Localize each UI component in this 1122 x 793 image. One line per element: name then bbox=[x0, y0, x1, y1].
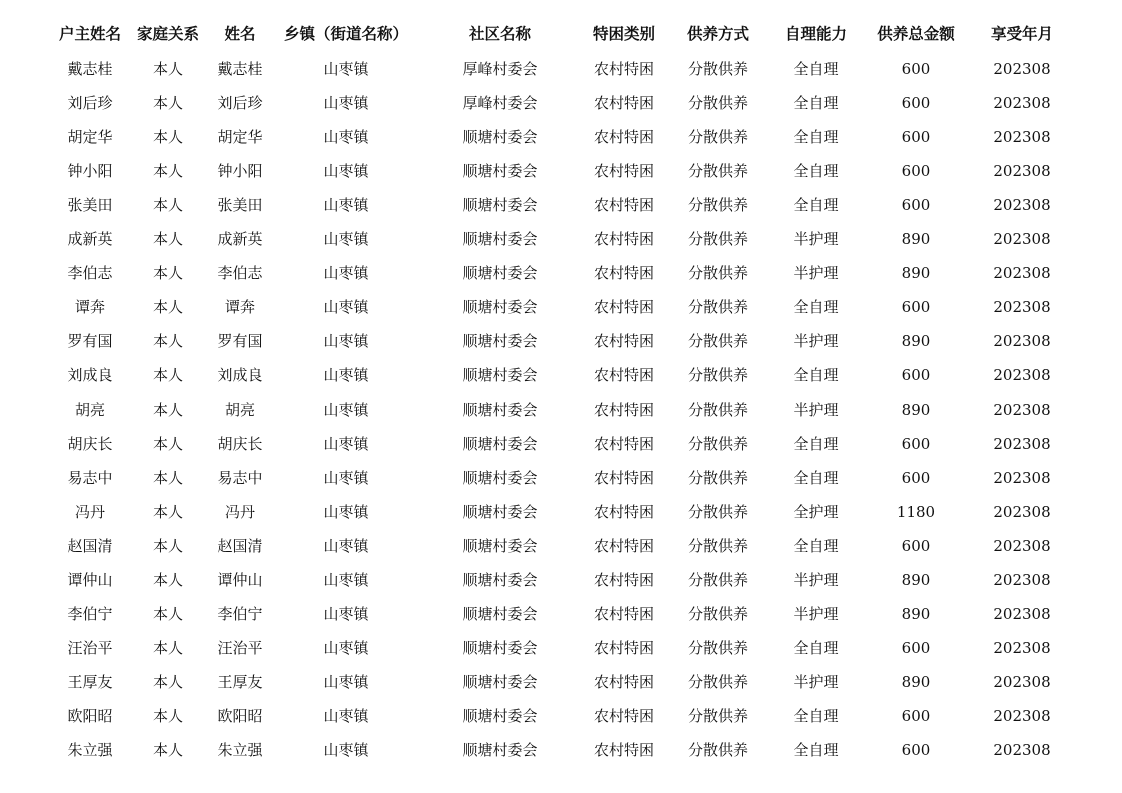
cell-name: 谭仲山 bbox=[217, 570, 263, 589]
cell-benefit-month: 202308 bbox=[993, 434, 1051, 453]
cell-hardship-category: 农村特困 bbox=[593, 332, 654, 351]
cell-name: 张美田 bbox=[217, 196, 263, 215]
cell-householder-name: 李伯志 bbox=[67, 264, 113, 283]
cell-total-amount: 600 bbox=[901, 468, 931, 487]
cell-community: 顺塘村委会 bbox=[462, 502, 538, 521]
cell-township: 山枣镇 bbox=[323, 706, 369, 725]
cell-name: 刘成良 bbox=[217, 366, 263, 385]
cell-self-care-ability: 全自理 bbox=[793, 162, 839, 181]
cell-support-method: 分散供养 bbox=[687, 128, 748, 147]
table-row bbox=[0, 461, 1122, 495]
cell-householder-name: 张美田 bbox=[67, 196, 113, 215]
cell-householder-name: 戴志桂 bbox=[67, 60, 113, 78]
cell-householder-name: 成新英 bbox=[67, 230, 113, 249]
cell-township: 山枣镇 bbox=[323, 434, 369, 453]
cell-name: 胡亮 bbox=[224, 400, 255, 419]
table-row bbox=[0, 529, 1122, 563]
cell-self-care-ability: 全护理 bbox=[793, 502, 839, 521]
cell-benefit-month: 202308 bbox=[993, 502, 1051, 521]
cell-total-amount: 890 bbox=[901, 264, 931, 283]
cell-community: 顺塘村委会 bbox=[462, 400, 538, 419]
cell-hardship-category: 农村特困 bbox=[593, 434, 654, 453]
cell-self-care-ability: 全自理 bbox=[793, 128, 839, 147]
cell-community: 顺塘村委会 bbox=[462, 196, 538, 215]
table-row bbox=[0, 733, 1122, 767]
cell-township: 山枣镇 bbox=[323, 366, 369, 385]
cell-benefit-month: 202308 bbox=[993, 298, 1051, 317]
cell-community: 顺塘村委会 bbox=[462, 672, 538, 691]
cell-total-amount: 600 bbox=[901, 366, 931, 385]
cell-name: 易志中 bbox=[217, 468, 263, 487]
cell-family-relation: 本人 bbox=[152, 741, 183, 759]
cell-hardship-category: 农村特困 bbox=[593, 570, 654, 589]
cell-total-amount: 890 bbox=[901, 230, 931, 249]
cell-family-relation: 本人 bbox=[152, 706, 183, 725]
cell-township: 山枣镇 bbox=[323, 741, 369, 759]
cell-community: 顺塘村委会 bbox=[462, 162, 538, 181]
cell-householder-name: 汪治平 bbox=[67, 638, 113, 657]
cell-township: 山枣镇 bbox=[323, 298, 369, 317]
cell-community: 顺塘村委会 bbox=[462, 604, 538, 623]
cell-householder-name: 刘后珍 bbox=[67, 94, 113, 113]
cell-total-amount: 600 bbox=[901, 741, 931, 759]
cell-self-care-ability: 半护理 bbox=[793, 332, 839, 351]
cell-householder-name: 罗有国 bbox=[67, 332, 113, 351]
cell-householder-name: 谭仲山 bbox=[67, 570, 113, 589]
table-row bbox=[0, 665, 1122, 699]
cell-total-amount: 600 bbox=[901, 196, 931, 215]
table-row bbox=[0, 324, 1122, 358]
cell-name: 李伯宁 bbox=[217, 604, 263, 623]
cell-total-amount: 890 bbox=[901, 672, 931, 691]
cell-hardship-category: 农村特困 bbox=[593, 128, 654, 147]
cell-family-relation: 本人 bbox=[152, 672, 183, 691]
cell-community: 顺塘村委会 bbox=[462, 366, 538, 385]
cell-support-method: 分散供养 bbox=[687, 672, 748, 691]
cell-family-relation: 本人 bbox=[152, 604, 183, 623]
cell-householder-name: 赵国清 bbox=[67, 536, 113, 555]
table-row bbox=[0, 631, 1122, 665]
cell-benefit-month: 202308 bbox=[993, 162, 1051, 181]
cell-benefit-month: 202308 bbox=[993, 366, 1051, 385]
cell-community: 顺塘村委会 bbox=[462, 434, 538, 453]
cell-support-method: 分散供养 bbox=[687, 366, 748, 385]
cell-support-method: 分散供养 bbox=[687, 400, 748, 419]
table-header-row bbox=[0, 17, 1122, 51]
cell-benefit-month: 202308 bbox=[993, 230, 1051, 249]
cell-community: 顺塘村委会 bbox=[462, 638, 538, 657]
cell-householder-name: 胡定华 bbox=[67, 128, 113, 147]
cell-township: 山枣镇 bbox=[323, 264, 369, 283]
cell-total-amount: 890 bbox=[901, 604, 931, 623]
header-support-method: 供养方式 bbox=[686, 24, 749, 43]
cell-hardship-category: 农村特困 bbox=[593, 672, 654, 691]
cell-township: 山枣镇 bbox=[323, 502, 369, 521]
cell-community: 顺塘村委会 bbox=[462, 468, 538, 487]
cell-family-relation: 本人 bbox=[152, 638, 183, 657]
cell-householder-name: 易志中 bbox=[67, 468, 113, 487]
cell-self-care-ability: 全自理 bbox=[793, 706, 839, 725]
table-row bbox=[0, 188, 1122, 222]
cell-total-amount: 890 bbox=[901, 570, 931, 589]
cell-self-care-ability: 全自理 bbox=[793, 298, 839, 317]
cell-benefit-month: 202308 bbox=[993, 672, 1051, 691]
cell-family-relation: 本人 bbox=[152, 94, 183, 113]
cell-total-amount: 600 bbox=[901, 162, 931, 181]
cell-name: 谭奔 bbox=[224, 298, 255, 317]
cell-householder-name: 刘成良 bbox=[67, 366, 113, 385]
cell-total-amount: 600 bbox=[901, 128, 931, 147]
cell-name: 胡庆长 bbox=[217, 434, 263, 453]
cell-householder-name: 冯丹 bbox=[74, 502, 105, 521]
cell-householder-name: 王厚友 bbox=[67, 672, 113, 691]
cell-support-method: 分散供养 bbox=[687, 434, 748, 453]
cell-self-care-ability: 全自理 bbox=[793, 94, 839, 113]
cell-hardship-category: 农村特困 bbox=[593, 94, 654, 113]
cell-hardship-category: 农村特困 bbox=[593, 400, 654, 419]
cell-householder-name: 李伯宁 bbox=[67, 604, 113, 623]
cell-community: 顺塘村委会 bbox=[462, 536, 538, 555]
cell-hardship-category: 农村特困 bbox=[593, 468, 654, 487]
cell-self-care-ability: 全自理 bbox=[793, 638, 839, 657]
cell-support-method: 分散供养 bbox=[687, 638, 748, 657]
table-row bbox=[0, 290, 1122, 324]
cell-township: 山枣镇 bbox=[323, 60, 369, 78]
table-row bbox=[0, 86, 1122, 120]
table-row bbox=[0, 120, 1122, 154]
cell-benefit-month: 202308 bbox=[993, 638, 1051, 657]
cell-family-relation: 本人 bbox=[152, 264, 183, 283]
cell-self-care-ability: 半护理 bbox=[793, 604, 839, 623]
cell-benefit-month: 202308 bbox=[993, 128, 1051, 147]
cell-total-amount: 890 bbox=[901, 400, 931, 419]
cell-family-relation: 本人 bbox=[152, 400, 183, 419]
cell-community: 厚峰村委会 bbox=[462, 60, 538, 78]
cell-support-method: 分散供养 bbox=[687, 230, 748, 249]
cell-hardship-category: 农村特困 bbox=[593, 536, 654, 555]
cell-self-care-ability: 全自理 bbox=[793, 468, 839, 487]
cell-benefit-month: 202308 bbox=[993, 570, 1051, 589]
cell-name: 刘后珍 bbox=[217, 94, 263, 113]
header-township: 乡镇（街道名称） bbox=[283, 24, 408, 43]
cell-total-amount: 600 bbox=[901, 638, 931, 657]
cell-name: 王厚友 bbox=[217, 672, 263, 691]
header-householder-name: 户主姓名 bbox=[58, 24, 121, 43]
cell-benefit-month: 202308 bbox=[993, 332, 1051, 351]
cell-support-method: 分散供养 bbox=[687, 162, 748, 181]
cell-total-amount: 600 bbox=[901, 434, 931, 453]
header-community: 社区名称 bbox=[468, 24, 531, 43]
cell-township: 山枣镇 bbox=[323, 400, 369, 419]
cell-name: 汪治平 bbox=[217, 638, 263, 657]
cell-support-method: 分散供养 bbox=[687, 502, 748, 521]
cell-township: 山枣镇 bbox=[323, 604, 369, 623]
cell-name: 胡定华 bbox=[217, 128, 263, 147]
cell-hardship-category: 农村特困 bbox=[593, 638, 654, 657]
cell-hardship-category: 农村特困 bbox=[593, 264, 654, 283]
cell-hardship-category: 农村特困 bbox=[593, 196, 654, 215]
table-row bbox=[0, 563, 1122, 597]
cell-self-care-ability: 全自理 bbox=[793, 60, 839, 78]
cell-name: 欧阳昭 bbox=[217, 706, 263, 725]
header-self-care-ability: 自理能力 bbox=[784, 24, 847, 43]
cell-family-relation: 本人 bbox=[152, 366, 183, 385]
cell-self-care-ability: 半护理 bbox=[793, 230, 839, 249]
cell-community: 顺塘村委会 bbox=[462, 128, 538, 147]
cell-benefit-month: 202308 bbox=[993, 60, 1051, 78]
cell-hardship-category: 农村特困 bbox=[593, 604, 654, 623]
cell-total-amount: 600 bbox=[901, 60, 931, 78]
cell-householder-name: 欧阳昭 bbox=[67, 706, 113, 725]
cell-benefit-month: 202308 bbox=[993, 536, 1051, 555]
cell-township: 山枣镇 bbox=[323, 128, 369, 147]
header-name: 姓名 bbox=[224, 24, 256, 43]
cell-name: 成新英 bbox=[217, 230, 263, 249]
cell-total-amount: 600 bbox=[901, 298, 931, 317]
cell-community: 厚峰村委会 bbox=[462, 94, 538, 113]
table-row bbox=[0, 495, 1122, 529]
cell-support-method: 分散供养 bbox=[687, 741, 748, 759]
cell-family-relation: 本人 bbox=[152, 468, 183, 487]
cell-name: 罗有国 bbox=[217, 332, 263, 351]
header-hardship-category: 特困类别 bbox=[592, 24, 655, 43]
table-row bbox=[0, 358, 1122, 392]
cell-community: 顺塘村委会 bbox=[462, 332, 538, 351]
cell-self-care-ability: 全自理 bbox=[793, 536, 839, 555]
cell-hardship-category: 农村特困 bbox=[593, 502, 654, 521]
cell-benefit-month: 202308 bbox=[993, 264, 1051, 283]
cell-hardship-category: 农村特困 bbox=[593, 162, 654, 181]
cell-community: 顺塘村委会 bbox=[462, 264, 538, 283]
cell-family-relation: 本人 bbox=[152, 434, 183, 453]
header-benefit-month: 享受年月 bbox=[990, 24, 1053, 43]
cell-name: 钟小阳 bbox=[217, 162, 263, 181]
cell-family-relation: 本人 bbox=[152, 60, 183, 78]
cell-householder-name: 钟小阳 bbox=[67, 162, 113, 181]
cell-township: 山枣镇 bbox=[323, 230, 369, 249]
cell-township: 山枣镇 bbox=[323, 638, 369, 657]
cell-support-method: 分散供养 bbox=[687, 264, 748, 283]
cell-hardship-category: 农村特困 bbox=[593, 60, 654, 78]
cell-family-relation: 本人 bbox=[152, 502, 183, 521]
cell-township: 山枣镇 bbox=[323, 196, 369, 215]
cell-hardship-category: 农村特困 bbox=[593, 230, 654, 249]
cell-support-method: 分散供养 bbox=[687, 570, 748, 589]
cell-family-relation: 本人 bbox=[152, 536, 183, 555]
cell-self-care-ability: 半护理 bbox=[793, 570, 839, 589]
cell-family-relation: 本人 bbox=[152, 230, 183, 249]
cell-benefit-month: 202308 bbox=[993, 196, 1051, 215]
cell-householder-name: 谭奔 bbox=[74, 298, 105, 317]
cell-name: 冯丹 bbox=[224, 502, 255, 521]
cell-support-method: 分散供养 bbox=[687, 298, 748, 317]
cell-family-relation: 本人 bbox=[152, 298, 183, 317]
cell-family-relation: 本人 bbox=[152, 570, 183, 589]
cell-total-amount: 1180 bbox=[896, 502, 936, 521]
cell-family-relation: 本人 bbox=[152, 196, 183, 215]
cell-hardship-category: 农村特困 bbox=[593, 741, 654, 759]
cell-benefit-month: 202308 bbox=[993, 94, 1051, 113]
cell-name: 赵国清 bbox=[217, 536, 263, 555]
table-row bbox=[0, 222, 1122, 256]
cell-support-method: 分散供养 bbox=[687, 196, 748, 215]
cell-hardship-category: 农村特困 bbox=[593, 366, 654, 385]
cell-township: 山枣镇 bbox=[323, 332, 369, 351]
table-row bbox=[0, 256, 1122, 290]
cell-self-care-ability: 半护理 bbox=[793, 400, 839, 419]
cell-self-care-ability: 全自理 bbox=[793, 366, 839, 385]
table-row bbox=[0, 154, 1122, 188]
cell-support-method: 分散供养 bbox=[687, 332, 748, 351]
cell-name: 戴志桂 bbox=[217, 60, 263, 78]
cell-total-amount: 600 bbox=[901, 706, 931, 725]
cell-benefit-month: 202308 bbox=[993, 604, 1051, 623]
table-row bbox=[0, 597, 1122, 631]
table-row bbox=[0, 427, 1122, 461]
cell-self-care-ability: 半护理 bbox=[793, 672, 839, 691]
cell-self-care-ability: 全自理 bbox=[793, 196, 839, 215]
cell-benefit-month: 202308 bbox=[993, 706, 1051, 725]
cell-support-method: 分散供养 bbox=[687, 94, 748, 113]
cell-community: 顺塘村委会 bbox=[462, 741, 538, 759]
cell-community: 顺塘村委会 bbox=[462, 570, 538, 589]
cell-township: 山枣镇 bbox=[323, 570, 369, 589]
table-row bbox=[0, 699, 1122, 733]
cell-support-method: 分散供养 bbox=[687, 536, 748, 555]
cell-township: 山枣镇 bbox=[323, 672, 369, 691]
cell-community: 顺塘村委会 bbox=[462, 230, 538, 249]
cell-total-amount: 600 bbox=[901, 536, 931, 555]
cell-support-method: 分散供养 bbox=[687, 604, 748, 623]
cell-householder-name: 朱立强 bbox=[67, 741, 113, 759]
header-total-amount: 供养总金额 bbox=[877, 24, 955, 43]
cell-name: 朱立强 bbox=[217, 741, 263, 759]
cell-family-relation: 本人 bbox=[152, 162, 183, 181]
cell-total-amount: 600 bbox=[901, 94, 931, 113]
cell-community: 顺塘村委会 bbox=[462, 706, 538, 725]
cell-self-care-ability: 全自理 bbox=[793, 434, 839, 453]
cell-township: 山枣镇 bbox=[323, 468, 369, 487]
cell-householder-name: 胡庆长 bbox=[67, 434, 113, 453]
cell-township: 山枣镇 bbox=[323, 94, 369, 113]
cell-self-care-ability: 半护理 bbox=[793, 264, 839, 283]
cell-hardship-category: 农村特困 bbox=[593, 706, 654, 725]
table-row bbox=[0, 52, 1122, 86]
header-family-relation: 家庭关系 bbox=[136, 24, 199, 43]
table-row bbox=[0, 393, 1122, 427]
cell-benefit-month: 202308 bbox=[993, 400, 1051, 419]
cell-township: 山枣镇 bbox=[323, 536, 369, 555]
cell-benefit-month: 202308 bbox=[993, 741, 1051, 759]
cell-family-relation: 本人 bbox=[152, 332, 183, 351]
cell-name: 李伯志 bbox=[217, 264, 263, 283]
cell-total-amount: 890 bbox=[901, 332, 931, 351]
cell-self-care-ability: 全自理 bbox=[793, 741, 839, 759]
cell-hardship-category: 农村特困 bbox=[593, 298, 654, 317]
cell-community: 顺塘村委会 bbox=[462, 298, 538, 317]
cell-family-relation: 本人 bbox=[152, 128, 183, 147]
cell-householder-name: 胡亮 bbox=[74, 400, 105, 419]
cell-support-method: 分散供养 bbox=[687, 468, 748, 487]
cell-support-method: 分散供养 bbox=[687, 706, 748, 725]
cell-benefit-month: 202308 bbox=[993, 468, 1051, 487]
cell-township: 山枣镇 bbox=[323, 162, 369, 181]
cell-support-method: 分散供养 bbox=[687, 60, 748, 78]
